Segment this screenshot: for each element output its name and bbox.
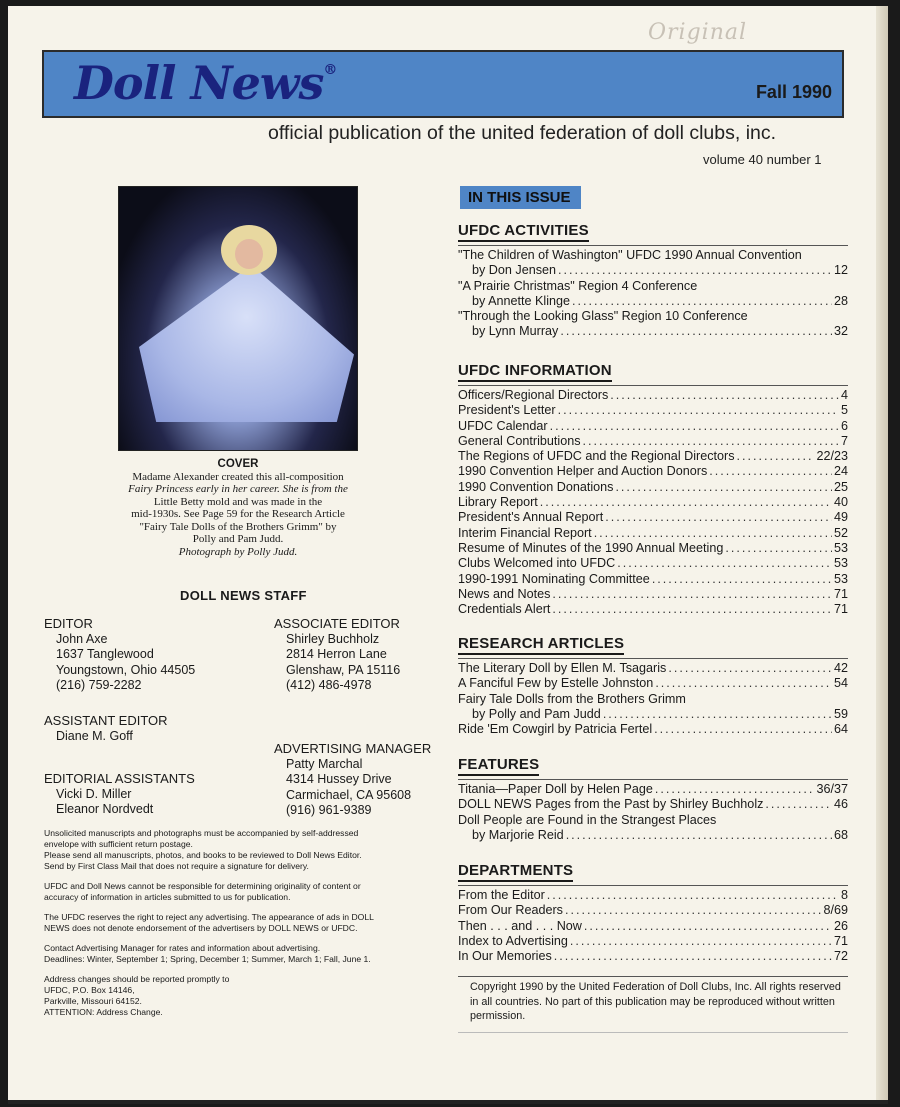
notes-line: The UFDC reserves the right to reject any advertising. The appearance of ads in DOLL: [44, 912, 374, 922]
dot-leader: [655, 676, 832, 691]
dot-leader: [572, 294, 832, 309]
toc-entry: [458, 248, 848, 263]
toc-page-number: 53: [833, 540, 848, 555]
staff-line: (412) 486-4978: [286, 678, 372, 692]
notes-line: Address changes should be reported promptly to: [44, 974, 230, 984]
toc-entry: [458, 692, 848, 707]
toc-page-number: 25: [833, 479, 848, 494]
toc-entry-title: UFDC Calendar: [458, 418, 548, 433]
toc-entry: [458, 556, 848, 571]
toc-section-title: FEATURES: [458, 756, 539, 776]
toc-entries: [458, 248, 848, 340]
dot-leader: [652, 572, 832, 587]
dot-leader: [615, 480, 832, 495]
toc-entry-title: From Our Readers: [458, 903, 563, 918]
toc-page-number: 53: [833, 556, 848, 571]
toc-entry-title: News and Notes: [458, 586, 551, 601]
toc-page-number: 53: [833, 571, 848, 586]
dot-leader: [605, 510, 832, 525]
dot-leader: [558, 263, 832, 278]
masthead-logo: [74, 56, 336, 110]
toc-page-number: 26: [833, 918, 848, 933]
notes-paragraph: [44, 828, 434, 872]
toc-entry-title: by Marjorie Reid: [472, 827, 564, 842]
toc-page-number: 71: [833, 602, 848, 617]
staff-editorial-assistants: [44, 771, 195, 818]
toc-page-number: 8/69: [823, 903, 848, 918]
toc-page-number: 5: [840, 403, 848, 418]
toc-page-number: 46: [833, 797, 848, 812]
dot-leader: [594, 526, 832, 541]
toc-section-features: [458, 756, 848, 843]
page-edge: [876, 6, 888, 1104]
cover-caption-line: "Fairy Tale Dolls of the Brothers Grimm" by: [139, 520, 337, 533]
handwritten-note: Original: [648, 20, 748, 45]
dot-leader: [565, 903, 822, 918]
toc-page-number: 8: [840, 888, 848, 902]
staff-line: 2814 Herron Lane: [286, 647, 387, 661]
notes-line: Send by First Class Mail that does not require a signature for delivery.: [44, 861, 309, 871]
dot-leader: [570, 934, 832, 949]
dot-leader: [584, 919, 832, 934]
in-this-issue-badge: IN THIS ISSUE: [460, 186, 581, 209]
cover-caption-line: Fairy Princess early in her career. She is from the: [128, 483, 348, 495]
toc-page-number: 22/23: [816, 449, 848, 464]
toc-entry-title: Interim Financial Report: [458, 525, 592, 540]
toc-entry: [458, 888, 848, 903]
registered-mark: ®: [323, 62, 337, 78]
toc-entry-title: by Polly and Pam Judd: [472, 706, 601, 721]
toc-entries: [458, 782, 848, 843]
toc-entry-title: Credentials Alert: [458, 602, 551, 617]
toc-entry: [458, 279, 848, 294]
staff-role: ASSOCIATE EDITOR: [274, 616, 400, 631]
toc-entry-title: "The Children of Washington" UFDC 1990 Annual Convention: [458, 248, 802, 262]
toc-entry: [458, 949, 848, 964]
cover-caption: [118, 458, 358, 558]
staff-line: (916) 961-9389: [286, 803, 372, 817]
toc-page-number: 4: [840, 388, 848, 402]
toc-section-information: [458, 362, 848, 617]
toc-entries: [458, 888, 848, 964]
toc-page-number: 24: [833, 464, 848, 479]
toc-entry: [458, 572, 848, 587]
notes-paragraph: [44, 943, 434, 965]
notes-line: accuracy of information in articles submitted to us for publication.: [44, 892, 291, 902]
toc-entries: [458, 388, 848, 617]
toc-page-number: 72: [833, 949, 848, 964]
dot-leader: [583, 434, 839, 449]
doll-dress-shape: [139, 272, 354, 422]
cover-photo: [118, 186, 358, 451]
toc-entry: [458, 419, 848, 434]
toc-entry-title: 1990 Convention Donations: [458, 479, 614, 494]
copyright-notice: Copyright 1990 by the United Federation of Doll Clubs, Inc. All rights reserved in all countries. No part of this publication may be reproduced without written permission.: [458, 976, 848, 1033]
staff-line: 1637 Tanglewood: [56, 647, 154, 661]
toc-entry: [458, 510, 848, 525]
magazine-page: [8, 6, 888, 1104]
toc-entry-title: 1990 Convention Helper and Auction Donors: [458, 464, 708, 479]
dot-leader: [765, 797, 832, 812]
section-rule: [458, 658, 848, 659]
dot-leader: [655, 782, 815, 797]
toc-entry-title: 1990-1991 Nominating Committee: [458, 571, 650, 586]
page-bottom-edge: [8, 1100, 888, 1104]
dot-leader: [737, 449, 815, 464]
section-rule: [458, 779, 848, 780]
staff-line: Shirley Buchholz: [286, 631, 380, 646]
publication-notes: [44, 828, 434, 1027]
notes-line: Please send all manuscripts, photos, and books to be reviewed to Doll News Editor.: [44, 850, 362, 860]
toc-entry: [458, 464, 848, 479]
toc-entry-title: Index to Advertising: [458, 933, 568, 948]
toc-entry: [458, 722, 848, 737]
toc-entry: [458, 828, 848, 843]
masthead-banner: [42, 50, 844, 118]
toc-section-title: RESEARCH ARTICLES: [458, 635, 624, 655]
dot-leader: [603, 707, 832, 722]
toc-entry-title: DOLL NEWS Pages from the Past by Shirley Buchholz: [458, 797, 764, 812]
toc-entry-title: In Our Memories: [458, 949, 552, 964]
dot-leader: [610, 388, 839, 403]
staff-line: Youngstown, Ohio 44505: [56, 662, 196, 677]
issue-date: Fall 1990: [755, 82, 832, 102]
section-rule: [458, 885, 848, 886]
dot-leader: [550, 419, 839, 434]
toc-section-departments: [458, 862, 848, 964]
toc-section-research: [458, 635, 848, 737]
section-rule: [458, 245, 848, 246]
toc-entry: [458, 403, 848, 418]
notes-paragraph: [44, 881, 434, 903]
notes-line: Unsolicited manuscripts and photographs must be accompanied by self-addressed: [44, 828, 359, 838]
dot-leader: [540, 495, 832, 510]
staff-editor: [44, 616, 195, 694]
section-rule: [458, 385, 848, 386]
toc-entry: [458, 294, 848, 309]
toc-entry-title: "Through the Looking Glass" Region 10 Conference: [458, 309, 748, 324]
toc-entry: [458, 587, 848, 602]
toc-page-number: 32: [833, 324, 848, 339]
dot-leader: [566, 828, 832, 843]
toc-entry: [458, 495, 848, 510]
toc-entry: [458, 263, 848, 278]
toc-entry: [458, 602, 848, 617]
toc-entry-title: President's Letter: [458, 403, 556, 418]
toc-entry: [458, 388, 848, 403]
notes-paragraph: [44, 974, 434, 1018]
staff-role: ASSISTANT EDITOR: [44, 713, 168, 728]
dot-leader: [552, 587, 832, 602]
staff-associate-editor: [274, 616, 400, 694]
staff-line: John Axe: [56, 631, 108, 646]
toc-entries: [458, 661, 848, 737]
toc-section-title: UFDC INFORMATION: [458, 362, 612, 382]
toc-page-number: 40: [833, 495, 848, 510]
dot-leader: [552, 602, 832, 617]
toc-entry-title: by Don Jensen: [472, 263, 557, 278]
toc-page-number: 36/37: [816, 782, 848, 796]
photo-credit: Photograph by Polly Judd.: [178, 545, 298, 558]
dot-leader: [558, 403, 839, 418]
notes-line: NEWS does not denote endorsement of the advertisers by DOLL NEWS or UFDC.: [44, 923, 358, 933]
dot-leader: [547, 888, 839, 903]
toc-entry: [458, 707, 848, 722]
toc-entry-title: Resume of Minutes of the 1990 Annual Meeting: [458, 540, 724, 555]
dot-leader: [617, 556, 832, 571]
staff-line: Carmichael, CA 95608: [286, 787, 412, 802]
notes-paragraph: [44, 912, 434, 934]
toc-page-number: 71: [833, 586, 848, 601]
dot-leader: [668, 661, 832, 676]
toc-entry: [458, 309, 848, 324]
logo-text: Doll News: [74, 56, 324, 110]
staff-advertising-manager: [274, 741, 431, 819]
toc-entry-title: by Lynn Murray: [472, 324, 559, 339]
toc-entry: [458, 661, 848, 676]
cover-caption-line: mid-1930s. See Page 59 for the Research Article: [131, 508, 345, 520]
toc-entry: [458, 797, 848, 812]
toc-page-number: 28: [833, 293, 848, 308]
toc-page-number: 49: [833, 510, 848, 525]
toc-entry-title: Officers/Regional Directors: [458, 388, 609, 402]
staff-assistant-editor: [44, 713, 168, 744]
toc-page-number: 12: [833, 263, 848, 278]
cover-caption-title: COVER: [217, 458, 259, 470]
toc-page-number: 68: [833, 827, 848, 842]
toc-entry: [458, 526, 848, 541]
dot-leader: [654, 722, 832, 737]
toc-entry: [458, 813, 848, 828]
notes-line: UFDC and Doll News cannot be responsible for determining originality of content or: [44, 881, 361, 891]
toc-entry-title: Library Report: [458, 495, 538, 510]
volume-number: volume 40 number 1: [703, 152, 822, 167]
toc-page-number: 42: [833, 661, 848, 675]
staff-line: Diane M. Goff: [56, 728, 133, 743]
staff-role: EDITOR: [44, 616, 93, 631]
staff-line: Patty Marchal: [286, 756, 363, 771]
table-of-contents: [458, 186, 848, 964]
doll-face-shape: [235, 239, 263, 269]
toc-page-number: 6: [840, 418, 848, 433]
tagline: official publication of the united federation of doll clubs, inc.: [268, 122, 777, 144]
dot-leader: [709, 464, 832, 479]
staff-line: Vicki D. Miller: [56, 786, 132, 801]
toc-entry: [458, 449, 848, 464]
toc-entry-title: President's Annual Report: [458, 510, 604, 525]
toc-entry: [458, 434, 848, 449]
toc-entry-title: The Literary Doll by Ellen M. Tsagaris: [458, 661, 667, 675]
toc-entry-title: General Contributions: [458, 433, 581, 448]
toc-section-title: DEPARTMENTS: [458, 862, 573, 882]
cover-caption-line: Little Betty mold and was made in the: [153, 495, 323, 508]
toc-entry-title: "A Prairie Christmas" Region 4 Conference: [458, 278, 698, 293]
toc-page-number: 52: [833, 525, 848, 540]
staff-heading: DOLL NEWS STAFF: [180, 588, 307, 603]
toc-page-number: 54: [833, 676, 848, 691]
toc-entry-title: by Annette Klinge: [472, 293, 571, 308]
toc-entry-title: Fairy Tale Dolls from the Brothers Grimm: [458, 691, 686, 706]
toc-section-title: UFDC ACTIVITIES: [458, 222, 589, 242]
toc-entry-title: Then . . . and . . . Now: [458, 918, 582, 933]
notes-line: ATTENTION: Address Change.: [44, 1007, 163, 1017]
toc-entry-title: From the Editor: [458, 888, 545, 902]
toc-entry: [458, 782, 848, 797]
toc-section-activities: [458, 222, 848, 340]
staff-role: EDITORIAL ASSISTANTS: [44, 771, 195, 786]
dot-leader: [554, 949, 832, 964]
notes-line: Contact Advertising Manager for rates and information about advertising.: [44, 943, 321, 953]
toc-entry: [458, 903, 848, 918]
toc-entry: [458, 919, 848, 934]
toc-entry: [458, 934, 848, 949]
toc-entry-title: Clubs Welcomed into UFDC: [458, 556, 616, 571]
toc-entry-title: Doll People are Found in the Strangest Places: [458, 812, 717, 827]
staff-role: ADVERTISING MANAGER: [274, 741, 432, 756]
staff-line: 4314 Hussey Drive: [286, 772, 392, 786]
toc-entry: [458, 324, 848, 339]
toc-page-number: 71: [833, 933, 848, 948]
notes-line: Parkville, Missouri 64152.: [44, 996, 142, 1006]
toc-entry: [458, 676, 848, 691]
toc-entry-title: A Fanciful Few by Estelle Johnston: [458, 676, 654, 691]
toc-entry-title: Ride 'Em Cowgirl by Patricia Fertel: [458, 722, 653, 737]
dot-leader: [560, 324, 832, 339]
dot-leader: [725, 541, 832, 556]
staff-line: Glenshaw, PA 15116: [286, 662, 401, 677]
toc-page-number: 7: [840, 433, 848, 448]
notes-line: Deadlines: Winter, September 1; Spring, December 1; Summer, March 1; Fall, June 1.: [44, 954, 371, 964]
toc-entry-title: Titania—Paper Doll by Helen Page: [458, 782, 653, 796]
toc-entry: [458, 541, 848, 556]
cover-caption-line: Madame Alexander created this all-composition: [132, 470, 344, 483]
notes-line: UFDC, P.O. Box 14146,: [44, 985, 135, 995]
toc-entry-title: The Regions of UFDC and the Regional Directors: [458, 449, 735, 464]
toc-page-number: 64: [833, 722, 848, 737]
toc-page-number: 59: [833, 706, 848, 721]
notes-line: envelope with sufficient return postage.: [44, 839, 193, 849]
staff-line: Eleanor Nordvedt: [56, 802, 154, 816]
toc-entry: [458, 480, 848, 495]
staff-line: (216) 759-2282: [56, 678, 142, 692]
cover-caption-line: Polly and Pam Judd.: [192, 533, 284, 545]
